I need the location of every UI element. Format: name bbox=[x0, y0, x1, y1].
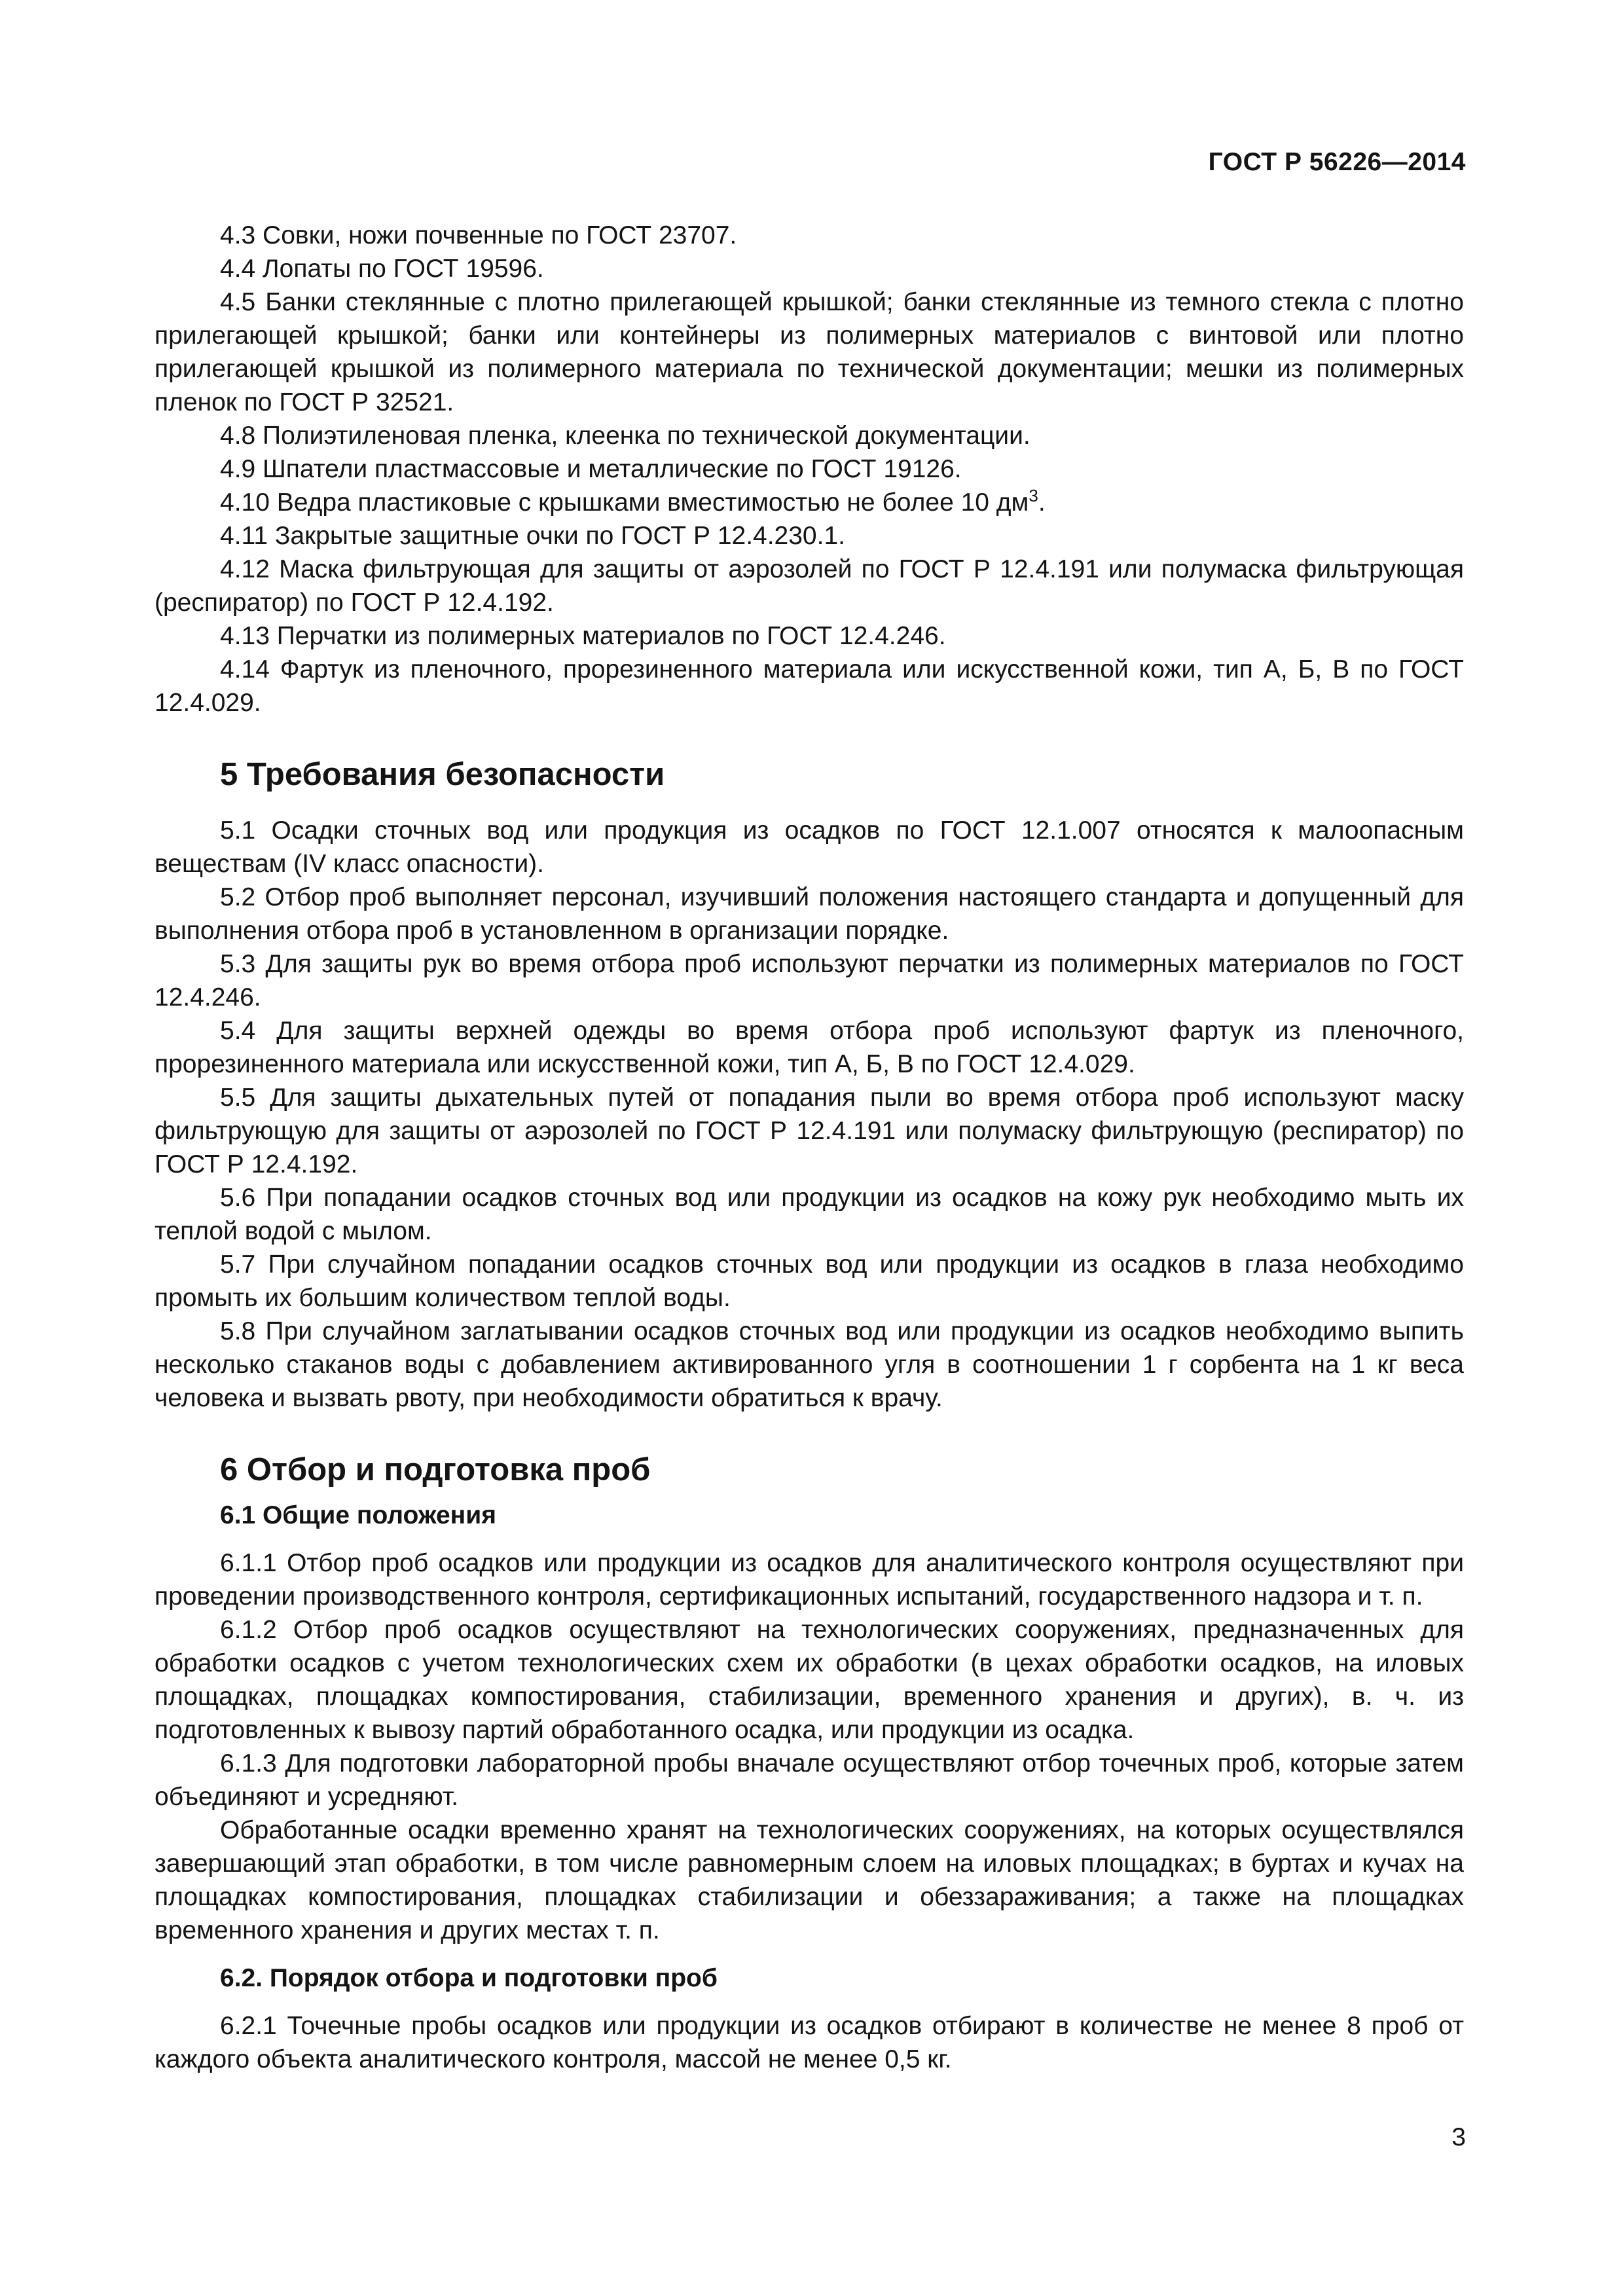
paragraph-6-1-2: 6.1.2 Отбор проб осадков осуществляют на технологических сооружениях, предназначенных для обработки осадков с учетом технологических схем их обработки (в цехах обработки осадков, на иловых площадках, площадках компостирования, стабилизации, временного хранения и других), в. ч. из подготовленных к вывозу партий обработанного осадка, или продукции из осадка. bbox=[155, 1616, 1464, 1744]
paragraph-5-4: 5.4 Для защиты верхней одежды во время отбора проб используют фартук из пленочного, прорезиненного материала или искусственной кожи, тип А, Б, В по ГОСТ 12.4.029. bbox=[155, 1017, 1464, 1078]
paragraph-4-10-text: 4.10 Ведра пластиковые с крышками вместимостью не более 10 дм bbox=[220, 488, 1029, 517]
paragraph-4-5: 4.5 Банки стеклянные с плотно прилегающей крышкой; банки стеклянные из темного стекла с плотно прилегающей крышкой; банки или контейнеры из полимерных материалов с винтовой или плотно прилегающей крышкой из полимерного материала по технической документации; мешки из полимерных пленок по ГОСТ Р 32521. bbox=[155, 288, 1464, 416]
paragraph-6-1-3: 6.1.3 Для подготовки лабораторной пробы вначале осуществляют отбор точечных проб, которые затем объединяют и усредняют. bbox=[155, 1749, 1464, 1811]
paragraph-5-6: 5.6 При попадании осадков сточных вод или продукции из осадков на кожу рук необходимо мыть их теплой водой с мылом. bbox=[155, 1184, 1464, 1245]
paragraph-4-14: 4.14 Фартук из пленочного, прорезиненного материала или искусственной кожи, тип А, Б, В по ГОСТ 12.4.029. bbox=[155, 655, 1464, 717]
paragraph-6-1-1: 6.1.1 Отбор проб осадков или продукции из осадков для аналитического контроля осуществляют при проведении производственного контроля, сертификационных испытаний, государственного надзора и т. п. bbox=[155, 1549, 1464, 1611]
paragraph-4-13: 4.13 Перчатки из полимерных материалов по ГОСТ 12.4.246. bbox=[220, 622, 946, 650]
paragraph-5-8: 5.8 При случайном заглатывании осадков сточных вод или продукции из осадков необходимо выпить несколько стаканов воды с добавлением активированного угля в соотношении 1 г сорбента на 1 кг веса человека и вызвать рвоту, при необходимости обратиться к врачу. bbox=[155, 1317, 1464, 1412]
paragraph-4-4: 4.4 Лопаты по ГОСТ 19596. bbox=[220, 255, 544, 283]
subsection-6-1-heading: 6.1 Общие положения bbox=[220, 1501, 496, 1529]
paragraph-4-9: 4.9 Шпатели пластмассовые и металлические по ГОСТ 19126. bbox=[220, 455, 962, 483]
paragraph-5-2: 5.2 Отбор проб выполняет персонал, изучивший положения настоящего стандарта и допущенный для выполнения отбора проб в установленном в организации порядке. bbox=[155, 883, 1464, 945]
section-6-heading: 6 Отбор и подготовка проб bbox=[220, 1452, 651, 1487]
paragraph-5-5: 5.5 Для защиты дыхательных путей от попадания пыли во время отбора проб используют маску фильтрующую для защиты от аэрозолей по ГОСТ Р 12.4.191 или полумаску фильтрующую (респиратор) по ГОСТ Р 12.4.192. bbox=[155, 1084, 1464, 1178]
paragraph-5-7: 5.7 При случайном попадании осадков сточных вод или продукции из осадков в глаза необходимо промыть их большим количеством теплой воды. bbox=[155, 1250, 1464, 1312]
paragraph-4-11: 4.11 Закрытые защитные очки по ГОСТ Р 12.4.230.1. bbox=[220, 522, 845, 550]
section-5-heading: 5 Требования безопасности bbox=[220, 757, 665, 792]
paragraph-4-10 bbox=[155, 486, 1464, 519]
page-number: 3 bbox=[1451, 2123, 1466, 2151]
superscript-cubic: 3 bbox=[1029, 486, 1038, 505]
paragraph-6-2-1: 6.2.1 Точечные пробы осадков или продукции из осадков отбирают в количестве не менее 8 проб от каждого объекта аналитического контроля, массой не менее 0,5 кг. bbox=[155, 2012, 1464, 2073]
paragraph-6-1-storage: Обработанные осадки временно хранят на технологических сооружениях, на которых осуществлялся завершающий этап обработки, в том числе равномерным слоем на иловых площадках; в буртах и кучах на площадках компостирования, площадках стабилизации и обеззараживания; а также на площадках временного хранения и других местах т. п. bbox=[155, 1816, 1464, 1944]
paragraph-4-12: 4.12 Маска фильтрующая для защиты от аэрозолей по ГОСТ Р 12.4.191 или полумаска фильтрующая (респиратор) по ГОСТ Р 12.4.192. bbox=[155, 555, 1464, 617]
document-body bbox=[155, 219, 1464, 2076]
subsection-6-2-heading: 6.2. Порядок отбора и подготовки проб bbox=[220, 1964, 718, 1992]
paragraph-5-3: 5.3 Для защиты рук во время отбора проб используют перчатки из полимерных материалов по ГОСТ 12.4.246. bbox=[155, 950, 1464, 1011]
paragraph-4-3: 4.3 Совки, ножи почвенные по ГОСТ 23707. bbox=[220, 221, 737, 249]
paragraph-4-10-end: . bbox=[1038, 488, 1046, 517]
document-code-header: ГОСТ Р 56226—2014 bbox=[1208, 148, 1466, 176]
paragraph-4-8: 4.8 Полиэтиленовая пленка, клеенка по технической документации. bbox=[220, 422, 1030, 450]
paragraph-5-1: 5.1 Осадки сточных вод или продукция из осадков по ГОСТ 12.1.007 относятся к малоопасным веществам (IV класс опасности). bbox=[155, 816, 1464, 878]
